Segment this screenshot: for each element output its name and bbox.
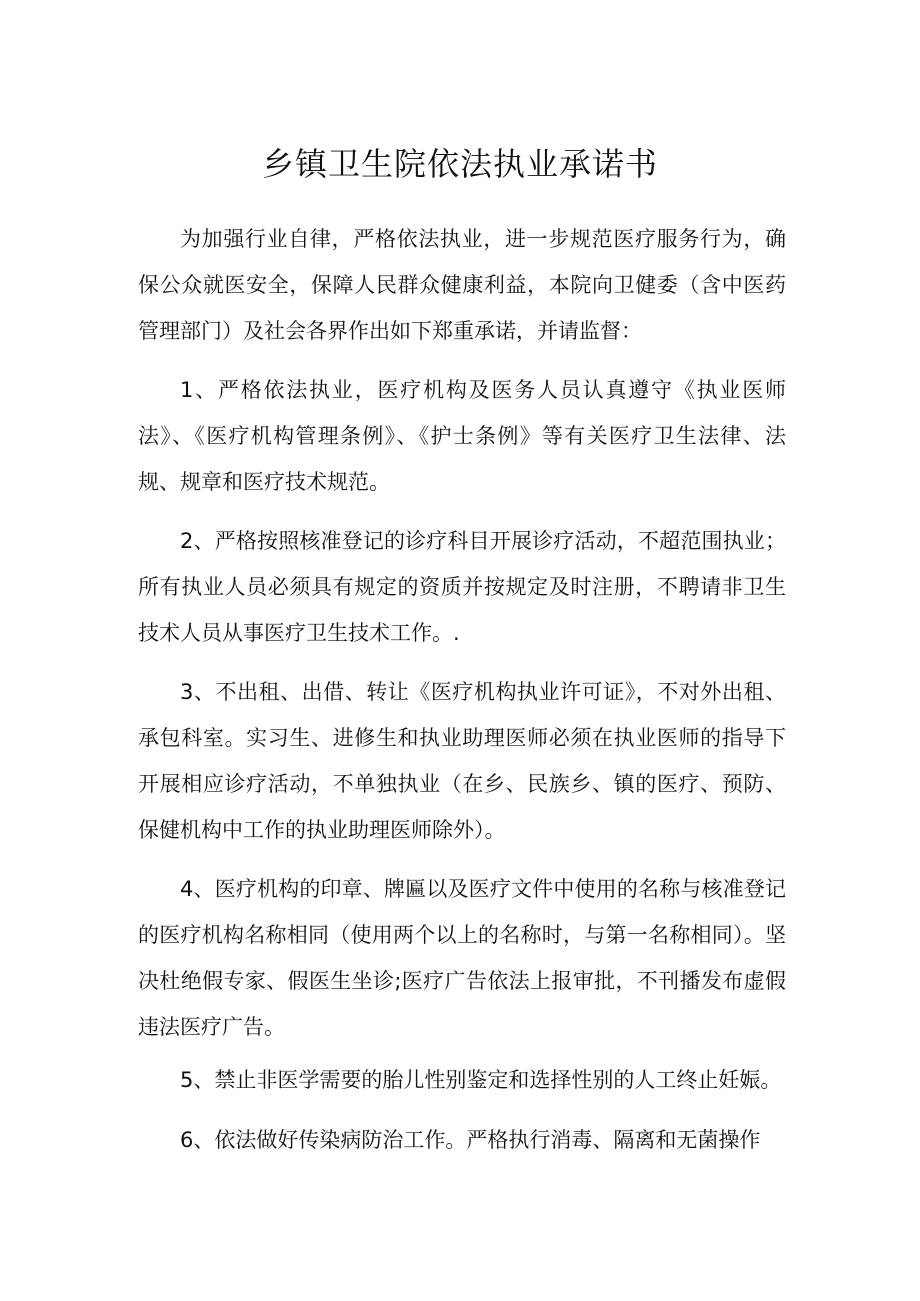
paragraph-item-6: 6、依法做好传染病防治工作。严格执行消毒、隔离和无菌操作	[180, 1128, 761, 1152]
document-body	[138, 216, 786, 1176]
paragraph-intro: 为加强行业自律，严格依法执业，进一步规范医疗服务行为，确保公众就医安全，保障人民群众健康利益，本院向卫健委（含中医药管理部门）及社会各界作出如下郑重承诺，并请监督：	[138, 227, 786, 343]
paragraph-item-2: 2、严格按照核准登记的诊疗科目开展诊疗活动，不超范围执业；所有执业人员必须具有规定的资质并按规定及时注册，不聘请非卫生技术人员从事医疗卫生技术工作。.	[138, 529, 786, 645]
paragraph-item-4: 4、医疗机构的印章、牌匾以及医疗文件中使用的名称与核准登记的医疗机构名称相同（使用两个以上的名称时，与第一名称相同）。坚决杜绝假专家、假医生坐诊;医疗广告依法上报审批，不刊播发布虚假违法医疗广告。	[138, 877, 786, 1039]
paragraph-item-3: 3、不出租、出借、转让《医疗机构执业许可证》，不对外出租、承包科室。实习生、进修生和执业助理医师必须在执业医师的指导下开展相应诊疗活动，不单独执业（在乡、民族乡、镇的医疗、预防、保健机构中工作的执业助理医师除外）。	[138, 680, 786, 842]
paragraph-item-5: 5、禁止非医学需要的胎儿性别鉴定和选择性别的人工终止妊娠。	[180, 1068, 782, 1092]
paragraph-item-1: 1、严格依法执业，医疗机构及医务人员认真遵守《执业医师法》、《医疗机构管理条例》、《护士条例》等有关医疗卫生法律、法规、规章和医疗技术规范。	[138, 378, 786, 494]
document-title: 乡镇卫生院依法执业承诺书	[261, 145, 658, 183]
